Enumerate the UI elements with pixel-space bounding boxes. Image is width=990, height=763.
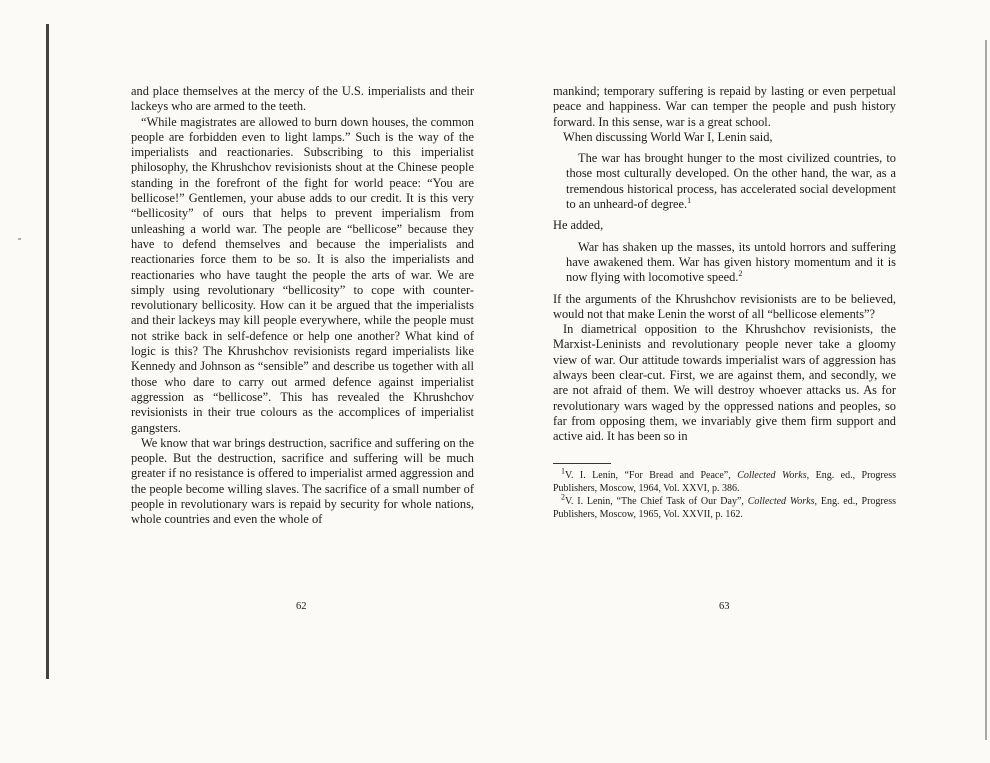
paragraph: When discussing World War I, Lenin said, bbox=[563, 129, 773, 144]
footnote-ref: 1 bbox=[687, 195, 692, 205]
footnote-divider bbox=[553, 463, 611, 464]
quote-text: The war has brought hunger to the most civilized countries, to those most culturally developed. On the other hand, the war, as a tremendous historical process, has accelerated social development to an unheard-of degree. bbox=[566, 151, 896, 212]
footnote: $^2$V. I. Lenin, “The Chief Task of Our Day”, Collected Works, Eng. ed., Progress Publishers, Moscow, 1965, Vol. XXVII, p. 162. bbox=[553, 492, 896, 520]
scan-edge-left bbox=[46, 24, 49, 679]
scan-edge-right bbox=[985, 40, 987, 740]
paragraph: In diametrical opposition to the Khrushchov revisionists, the Marxist-Leninists and revolutionary people never take a gloomy view of war. Our attitude towards imperialist wars of aggression has always been clear-cut. First, we are against them, and secondly, we are not afraid of them. We will destroy whoever attacks us. As for revolutionary wars waged by the oppressed nations and peoples, so far from opposing them, we invariably give them firm support and active aid. It has been so in bbox=[553, 322, 896, 444]
scan-speck bbox=[18, 238, 21, 240]
footnote: $^1$V. I. Lenin, “For Bread and Peace”, Collected Works, Eng. ed., Progress Publishers, Moscow, 1964, Vol. XXVI, p. 386. bbox=[553, 466, 896, 494]
page-number: 62 bbox=[296, 601, 307, 612]
paragraph: He added, bbox=[553, 218, 604, 233]
paragraph: mankind; temporary suffering is repaid by lasting or even perpetual peace and happiness. War can temper the people and push history forward. In this sense, war is a great school. bbox=[553, 84, 896, 129]
paragraph: “While magistrates are allowed to burn down houses, the common people are forbidden even to light lamps.” Such is the way of the imperialists and reactionaries. Subscribing to this imperialist philosophy, the Khrushchov revisionists shout at the Chinese people standing in the forefront of the fight for world peace: “You are bellicose!” Gentlemen, your abuse adds to our credit. It is this very “bellicosity” of ours that helps to prevent imperialism from unleashing a world war. The people are “bellicose” because they have to defend themselves and because the imperialists and reactionaries force them to be so. It is also the imperialists and reactionaries who have taught the people the arts of war. We are simply using revolutionary “bellicosity” to cope with counter-revolutionary bellicosity. How can it be argued that the imperialists and their lackeys may kill people everywhere, while the people must not strike back in self-defence or help one another? What kind of logic is this? The Khrushchov revisionists regard imperialists like Kennedy and Johnson as “sensible” and describe us together with all those who dare to carry out armed defence against imperialist aggression as “bellicose”. This has revealed the Khrushchov revisionists in their true colours as the accomplices of imperialist gangsters. bbox=[131, 114, 474, 435]
paragraph: and place themselves at the mercy of the U.S. imperialists and their lackeys who are armed to the teeth. bbox=[131, 84, 474, 114]
footnote-ref: 2 bbox=[738, 269, 743, 279]
block-quote bbox=[566, 240, 896, 286]
paragraph: If the arguments of the Khrushchov revisionists are to be believed, would not that make Lenin the worst of all “bellicose elements”? bbox=[553, 291, 896, 321]
page-number: 63 bbox=[719, 601, 730, 612]
block-quote bbox=[566, 151, 896, 212]
right-page bbox=[553, 84, 896, 521]
left-page bbox=[131, 84, 474, 528]
paragraph: We know that war brings destruction, sacrifice and suffering on the people. But the destruction, sacrifice and suffering will be much greater if no resistance is offered to imperialist armed aggression and the people become willing slaves. The sacrifice of a small number of people in revolutionary wars is repaid by security for whole nations, whole countries and even the whole of bbox=[131, 435, 474, 527]
quote-text: War has shaken up the masses, its untold horrors and suffering have awakened them. War has given history momentum and it is now flying with locomotive speed. bbox=[566, 239, 896, 285]
